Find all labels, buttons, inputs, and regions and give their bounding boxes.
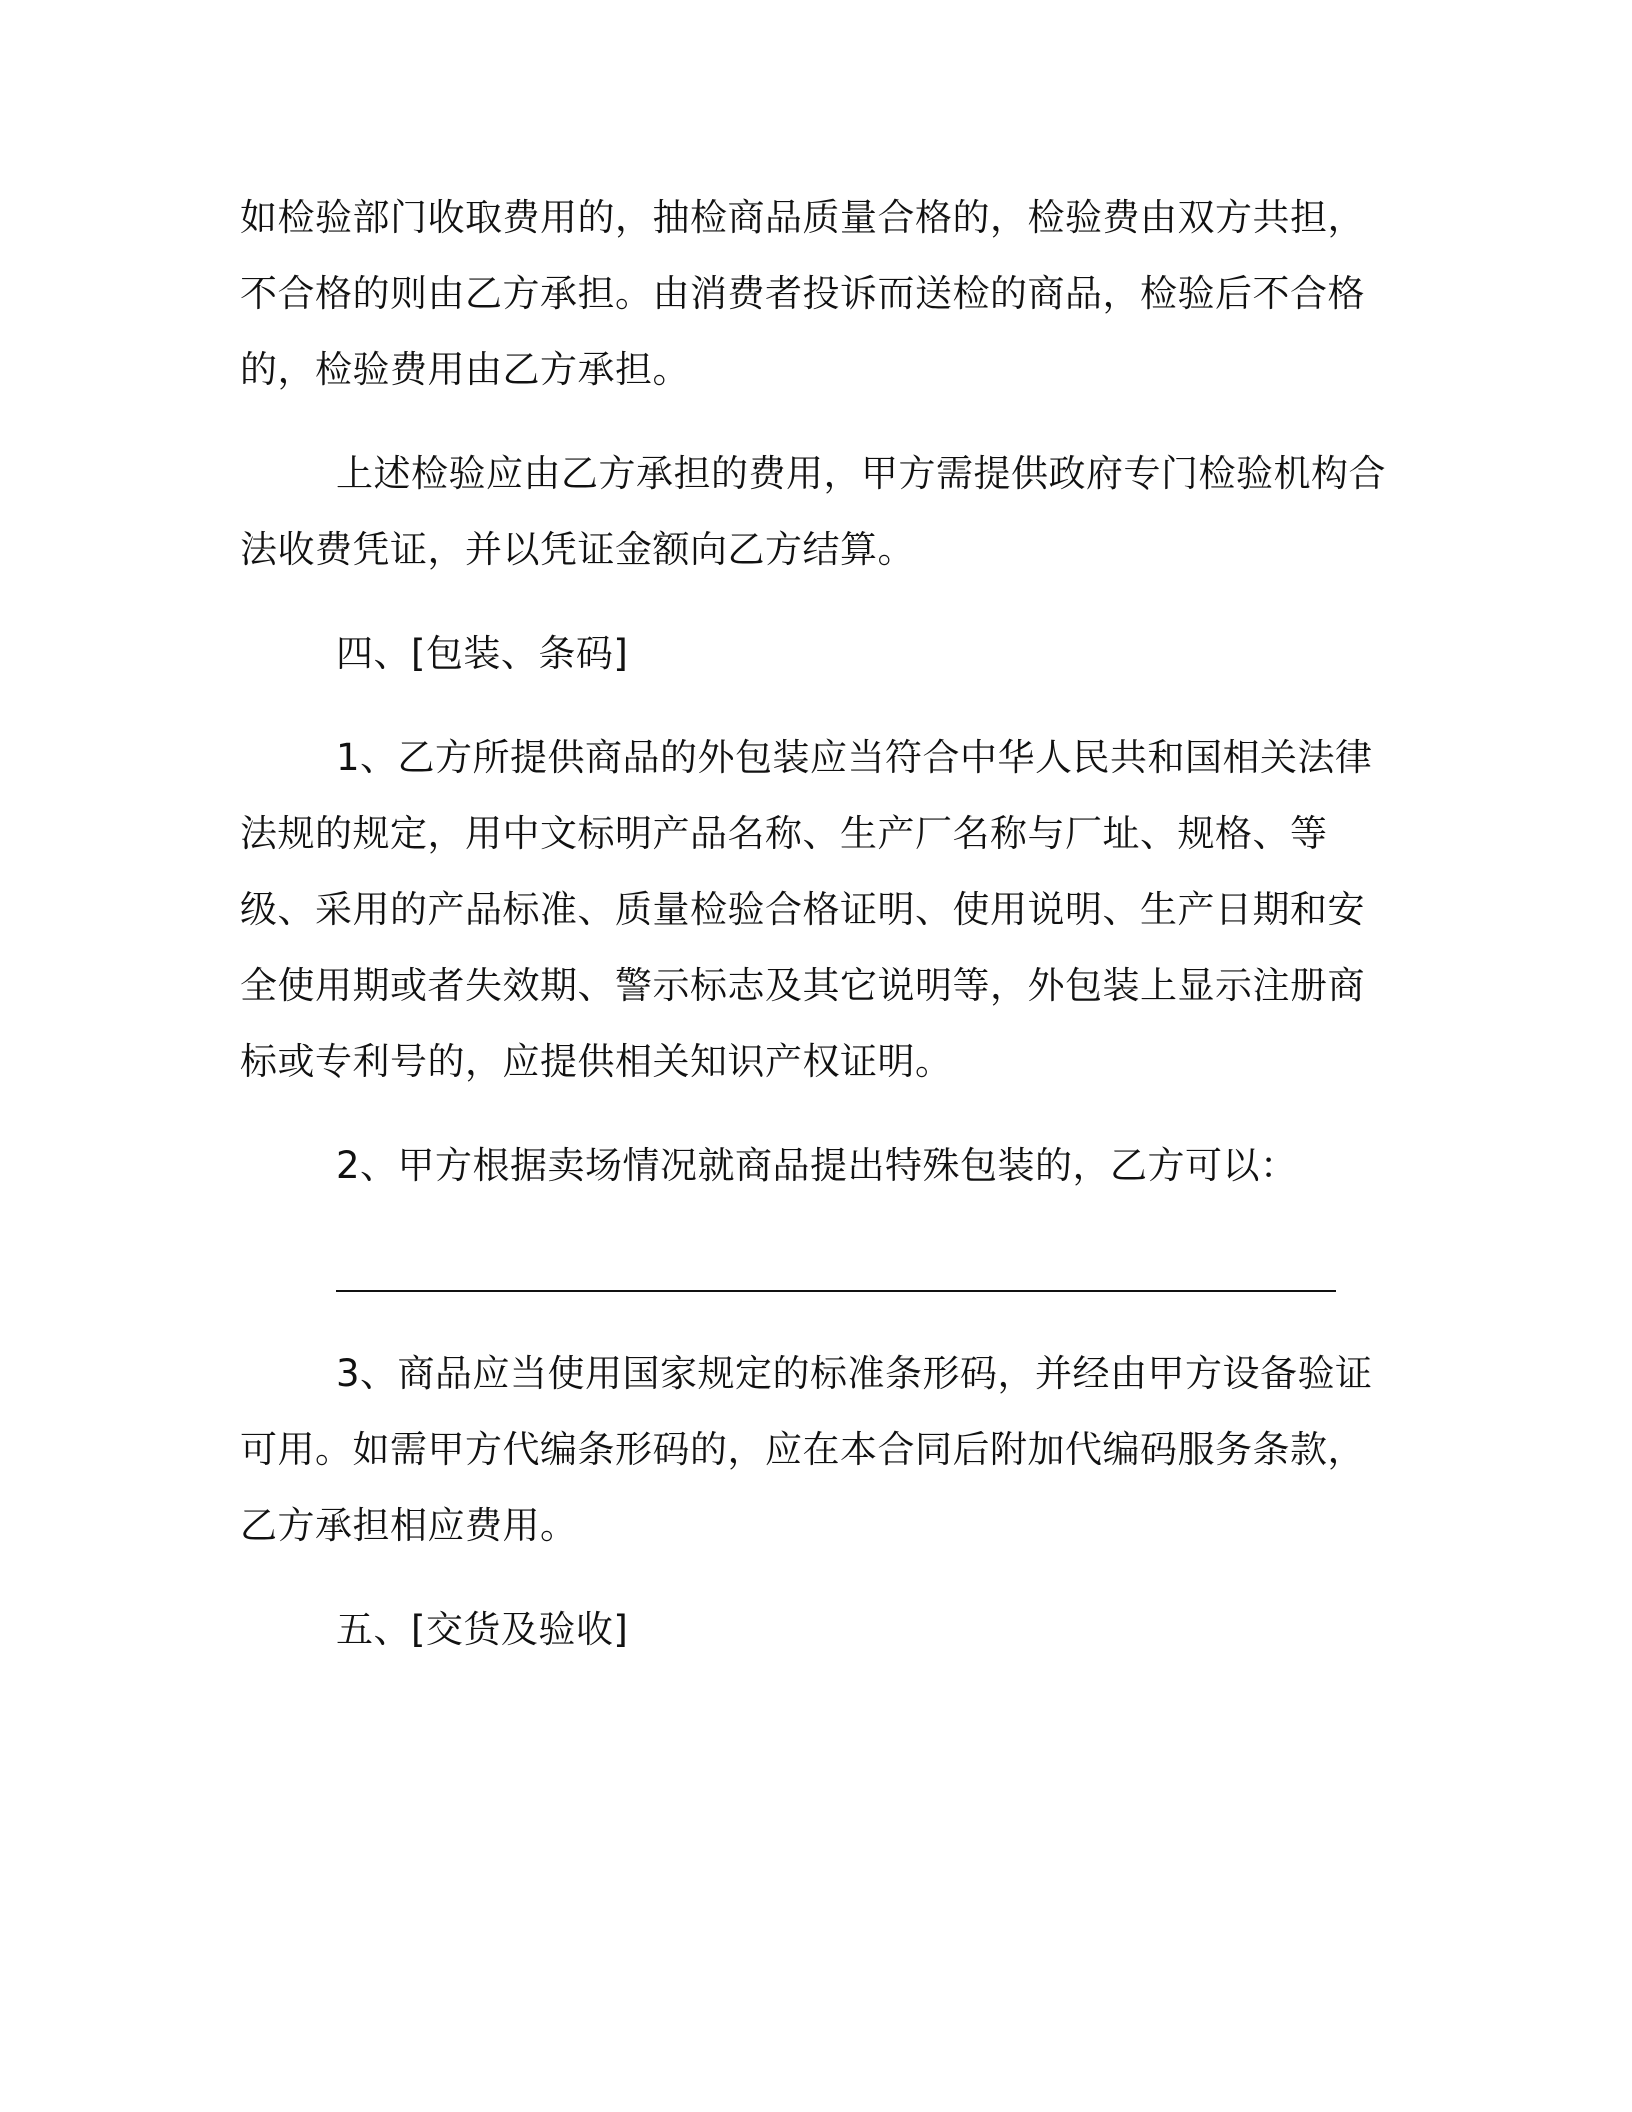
paragraph-1-line-2: 不合格的则由乙方承担。由消费者投诉而送检的商品，检验后不合格 [240, 272, 1365, 315]
paragraph-1-line-3: 的，检验费用由乙方承担。 [240, 348, 690, 391]
clause-1-line-3: 级、采用的产品标准、质量检验合格证明、使用说明、生产日期和安 [240, 888, 1365, 931]
section-heading-delivery: 五、[交货及验收] [336, 1608, 629, 1651]
paragraph-1-line-1: 如检验部门收取费用的，抽检商品质量合格的，检验费由双方共担， [240, 196, 1365, 239]
clause-3-line-1: 3、商品应当使用国家规定的标准条形码，并经由甲方设备验证 [336, 1352, 1373, 1395]
clause-1-line-5: 标或专利号的，应提供相关知识产权证明。 [240, 1040, 953, 1083]
clause-1-line-2: 法规的规定，用中文标明产品名称、生产厂名称与厂址、规格、等 [240, 812, 1328, 855]
clause-1-line-1: 1、乙方所提供商品的外包装应当符合中华人民共和国相关法律 [336, 736, 1373, 779]
clause-2-line-1: 2、甲方根据卖场情况就商品提出特殊包装的，乙方可以： [336, 1144, 1298, 1187]
clause-1-line-4: 全使用期或者失效期、警示标志及其它说明等，外包装上显示注册商 [240, 964, 1365, 1007]
paragraph-2-line-1: 上述检验应由乙方承担的费用，甲方需提供政府专门检验机构合 [336, 452, 1386, 495]
clause-3-line-2: 可用。如需甲方代编条形码的，应在本合同后附加代编码服务条款， [240, 1428, 1365, 1471]
fill-in-blank-line [336, 1290, 1336, 1292]
paragraph-2-line-2: 法收费凭证，并以凭证金额向乙方结算。 [240, 528, 915, 571]
clause-3-line-3: 乙方承担相应费用。 [240, 1504, 578, 1547]
section-heading-packaging: 四、[包装、条码] [336, 632, 629, 675]
